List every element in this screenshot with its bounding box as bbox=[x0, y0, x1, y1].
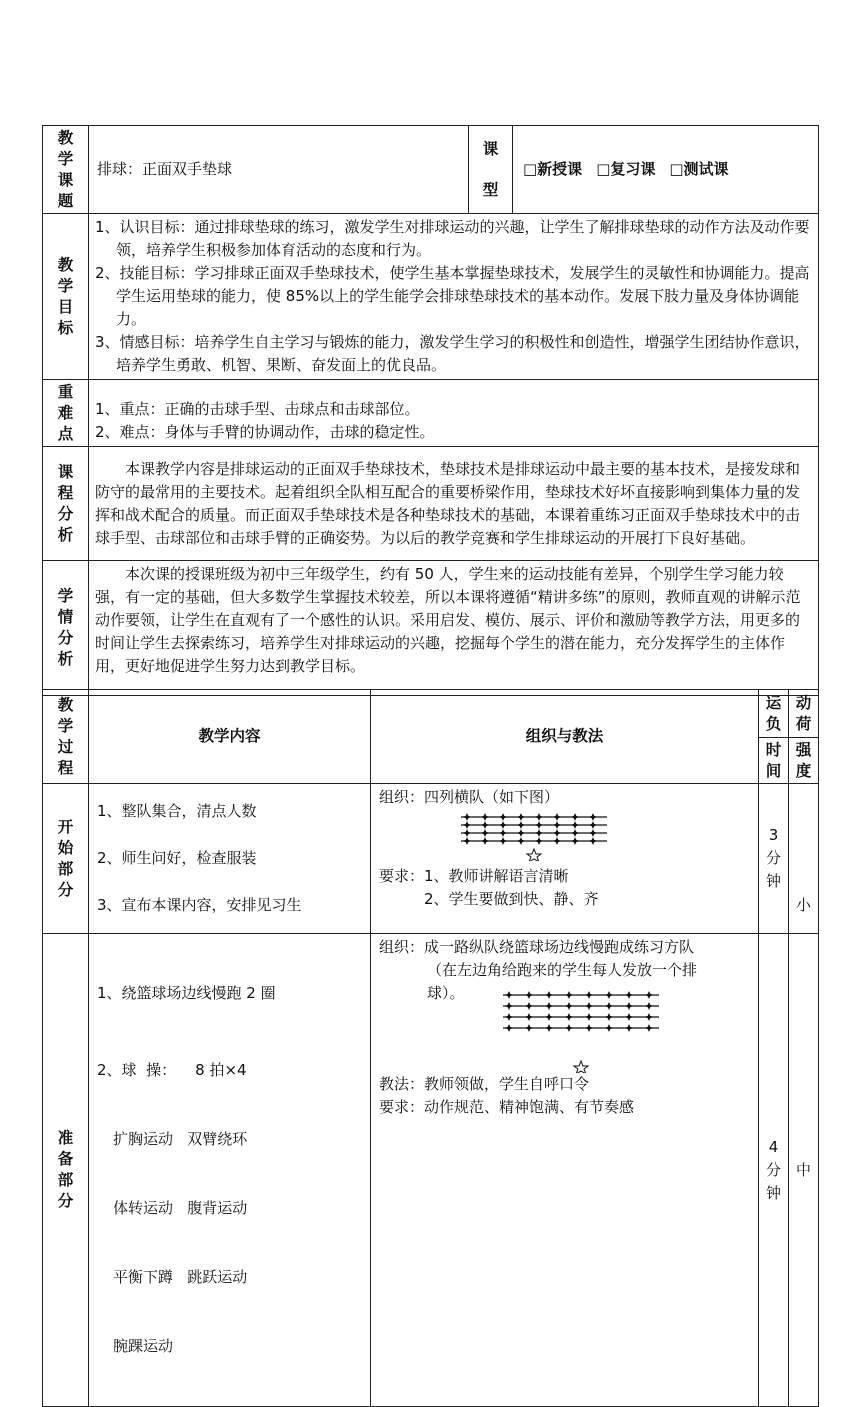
student-marker bbox=[481, 813, 489, 821]
student-marker bbox=[553, 813, 561, 821]
square-formation-diagram bbox=[501, 987, 750, 1073]
student-marker bbox=[589, 829, 597, 837]
student-marker bbox=[499, 813, 507, 821]
type-option-review[interactable]: □复习课 bbox=[596, 160, 656, 178]
student-marker bbox=[463, 813, 471, 821]
student-marker bbox=[545, 1024, 553, 1032]
lesson-info-table bbox=[42, 125, 819, 696]
student-marker bbox=[525, 1013, 533, 1021]
intensity-header: 强 度 bbox=[789, 738, 819, 784]
teacher-marker bbox=[527, 849, 541, 861]
student-marker bbox=[545, 991, 553, 999]
student-marker bbox=[535, 837, 543, 845]
student-marker bbox=[565, 1002, 573, 1010]
student-marker bbox=[589, 813, 597, 821]
student-marker bbox=[463, 829, 471, 837]
topic-row bbox=[43, 126, 819, 214]
student-marker bbox=[565, 1024, 573, 1032]
type-option-test[interactable]: □测试课 bbox=[669, 160, 729, 178]
course-analysis-row bbox=[43, 447, 819, 561]
student-marker bbox=[645, 1002, 653, 1010]
objectives-row bbox=[43, 214, 819, 380]
student-marker bbox=[625, 991, 633, 999]
student-marker bbox=[535, 829, 543, 837]
objective-item: 1、认识目标：通过排球垫球的练习，激发学生对排球运动的兴趣，让学生了解排球垫球的动作方法及动作要领，培养学生积极参加体育活动的态度和行为。 bbox=[95, 218, 810, 259]
load-header-left: 运 负 bbox=[759, 690, 789, 738]
start-method bbox=[371, 784, 759, 934]
student-marker bbox=[585, 1013, 593, 1021]
student-marker bbox=[645, 991, 653, 999]
content-item: 1、绕篮球场边线慢跑 2 圈 bbox=[97, 984, 276, 1002]
student-marker bbox=[605, 1024, 613, 1032]
student-marker bbox=[481, 821, 489, 829]
content-item: 平衡下蹲 跳跃运动 bbox=[113, 1268, 248, 1286]
content-item: 扩胸运动 双臂绕环 bbox=[113, 1130, 248, 1148]
student-marker bbox=[605, 1013, 613, 1021]
student-marker bbox=[645, 1013, 653, 1021]
topic-value: 排球：正面双手垫球 bbox=[89, 126, 469, 214]
process-header-row bbox=[43, 690, 819, 738]
content-item: 腕踝运动 bbox=[113, 1337, 174, 1355]
start-stage-label: 开 始 部 分 bbox=[43, 784, 89, 934]
lesson-type-options bbox=[513, 126, 819, 214]
student-analysis-label: 学 情 分 析 bbox=[43, 561, 89, 696]
student-marker bbox=[517, 829, 525, 837]
objectives-content bbox=[89, 214, 819, 380]
student-marker bbox=[463, 821, 471, 829]
method-header: 组织与教法 bbox=[371, 690, 759, 784]
prep-intensity: 中 bbox=[789, 934, 819, 1407]
student-marker bbox=[505, 1024, 513, 1032]
student-marker bbox=[625, 1013, 633, 1021]
key-points-row bbox=[43, 380, 819, 447]
student-marker bbox=[505, 1002, 513, 1010]
student-marker bbox=[571, 813, 579, 821]
student-marker bbox=[625, 1002, 633, 1010]
student-marker bbox=[535, 821, 543, 829]
four-row-formation-diagram bbox=[459, 811, 750, 861]
start-content bbox=[89, 784, 371, 934]
student-marker bbox=[571, 837, 579, 845]
student-marker bbox=[499, 821, 507, 829]
content-item: 2、球 操： 8 拍×4 bbox=[97, 1061, 247, 1079]
req-text: 要求：动作规范、精神饱满、有节奏感 bbox=[379, 1098, 635, 1116]
student-marker bbox=[553, 837, 561, 845]
student-marker bbox=[517, 837, 525, 845]
process-table bbox=[42, 689, 819, 1407]
student-marker bbox=[535, 813, 543, 821]
course-analysis-content: 本课教学内容是排球运动的正面双手垫球技术，垫球技术是排球运动中最主要的基本技术，是接发球和防守的最常用的主要技术。起着组织全队相互配合的重要桥梁作用，垫球技术好坏直接影响到集体力量的发挥和战术配合的质量。而正面双手垫球技术是各种垫球技术的基础，本课着重练习正面双手垫球技术中的击球手型、击球部位和击球手臂的正确姿势。为以后的教学竞赛和学生排球运动的开展打下良好基础。 bbox=[89, 447, 819, 561]
student-marker bbox=[565, 991, 573, 999]
org-text: （在左边角给跑来的学生每人发放一个排 bbox=[427, 961, 698, 979]
student-marker bbox=[481, 837, 489, 845]
teacher-marker bbox=[574, 1061, 588, 1073]
student-marker bbox=[525, 991, 533, 999]
student-marker bbox=[545, 1002, 553, 1010]
student-marker bbox=[571, 829, 579, 837]
requirements-block bbox=[379, 865, 750, 911]
student-marker bbox=[585, 1002, 593, 1010]
org-text: 组织：成一路纵队绕篮球场边线慢跑成练习方队 bbox=[379, 938, 695, 956]
key-point-item: 1、重点：正确的击球手型、击球点和击球部位。 bbox=[95, 400, 420, 418]
student-marker bbox=[585, 1024, 593, 1032]
start-time: 3 分 钟 bbox=[759, 784, 789, 934]
student-marker bbox=[505, 991, 513, 999]
student-analysis-row bbox=[43, 561, 819, 696]
start-intensity: 小 bbox=[789, 784, 819, 934]
objective-item: 3、情感目标：培养学生自主学习与锻炼的能力，激发学生学习的积极性和创造性，增强学生团结协作意识，培养学生勇敢、机智、果断、奋发面上的优良品。 bbox=[95, 333, 810, 374]
content-item: 体转运动 腹背运动 bbox=[113, 1199, 248, 1217]
student-marker bbox=[589, 821, 597, 829]
content-item: 3、宣布本课内容，安排见习生 bbox=[97, 896, 302, 914]
req-item: 2、学生要做到快、静、齐 bbox=[424, 890, 599, 908]
topic-label: 教 学 课 题 bbox=[43, 126, 89, 214]
content-header: 教学内容 bbox=[89, 690, 371, 784]
student-marker bbox=[517, 813, 525, 821]
student-marker bbox=[645, 1024, 653, 1032]
student-marker bbox=[571, 821, 579, 829]
prep-stage-label: 准 备 部 分 bbox=[43, 934, 89, 1407]
type-option-new[interactable]: □新授课 bbox=[523, 160, 583, 178]
student-marker bbox=[499, 829, 507, 837]
student-analysis-content: 本次课的授课班级为初中三年级学生，约有 50 人，学生来的运动技能有差异，个别学生学习能力较强，有一定的基础，但大多数学生掌握技术较差，所以本课将遵循“精讲多练”的原则，教师直观的讲解示范动作要领，让学生在直观有了一个感性的认识。采用启发、模仿、展示、评价和激励等教学方法，用更多的时间让学生去探索练习，培养学生对排球运动的兴趣，挖掘每个学生的潜在能力，充分发挥学生的主体作用，更好地促进学生努力达到教学目标。 bbox=[89, 561, 819, 696]
lesson-type-label: 课 型 bbox=[469, 126, 513, 214]
load-header-right: 动 荷 bbox=[789, 690, 819, 738]
student-marker bbox=[463, 837, 471, 845]
student-marker bbox=[565, 1013, 573, 1021]
req-label: 要求： bbox=[379, 867, 425, 885]
prep-time: 4 分 钟 bbox=[759, 934, 789, 1407]
prep-method bbox=[371, 934, 759, 1407]
student-marker bbox=[505, 1013, 513, 1021]
student-marker bbox=[545, 1013, 553, 1021]
course-analysis-label: 课 程 分 析 bbox=[43, 447, 89, 561]
method-text: 教法：教师领做，学生自呼口令 bbox=[379, 1075, 590, 1093]
time-header: 时 间 bbox=[759, 738, 789, 784]
student-marker bbox=[605, 1002, 613, 1010]
objectives-label: 教 学 目 标 bbox=[43, 214, 89, 380]
student-marker bbox=[553, 829, 561, 837]
key-point-item: 2、难点：身体与手臂的协调动作，击球的稳定性。 bbox=[95, 423, 435, 441]
key-points-content bbox=[89, 380, 819, 447]
content-item: 1、整队集合，清点人数 bbox=[97, 802, 257, 820]
start-section-row bbox=[43, 784, 819, 934]
student-marker bbox=[605, 991, 613, 999]
student-marker bbox=[517, 821, 525, 829]
org-text: 球）。 bbox=[427, 984, 465, 1002]
stage-header: 教 学 过 程 bbox=[43, 690, 89, 784]
student-marker bbox=[553, 821, 561, 829]
student-marker bbox=[625, 1024, 633, 1032]
student-marker bbox=[499, 837, 507, 845]
prep-content bbox=[89, 934, 371, 1407]
key-points-label: 重 难 点 bbox=[43, 380, 89, 447]
prep-section-row bbox=[43, 934, 819, 1407]
org-text: 组织：四列横队（如下图） bbox=[379, 788, 560, 806]
student-marker bbox=[525, 1024, 533, 1032]
student-marker bbox=[589, 837, 597, 845]
student-marker bbox=[525, 1002, 533, 1010]
content-item: 2、师生问好，检查服装 bbox=[97, 849, 257, 867]
student-marker bbox=[481, 829, 489, 837]
req-item: 1、教师讲解语言清晰 bbox=[424, 867, 569, 885]
objective-item: 2、技能目标：学习排球正面双手垫球技术，使学生基本掌握垫球技术，发展学生的灵敏性和协调能力。提高学生运用垫球的能力，使 85%以上的学生能学会排球垫球技术的基本动作。发展下肢力量及身体协调能力。 bbox=[95, 264, 810, 328]
student-marker bbox=[585, 991, 593, 999]
